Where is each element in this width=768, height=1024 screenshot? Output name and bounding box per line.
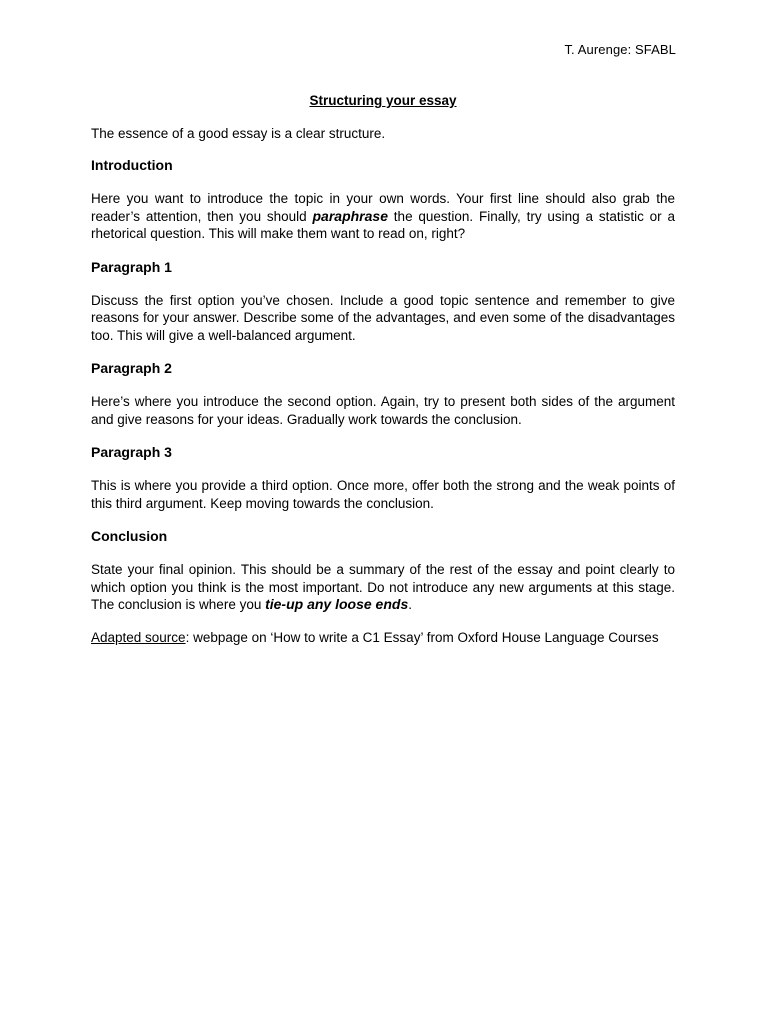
paragraph-1-text: Discuss the first option you’ve chosen. Include a good topic sentence and remember to give reasons for your answer. Describe some of the advantages, and even some of the disadvantages too. This will give a well-balanced argument. — [91, 292, 675, 343]
source-text: : webpage on ‘How to write a C1 Essay’ from Oxford House Language Courses — [185, 629, 659, 645]
conclusion-text-part1: State your final opinion. This should be a summary of the rest of the essay and point clearly to which option you think is the most important. Do not introduce any new arguments at this stage. The conclusion is where you — [91, 562, 675, 612]
heading-introduction: Introduction — [91, 157, 173, 173]
source-label: Adapted source — [91, 629, 186, 645]
document-title: Structuring your essay — [309, 93, 457, 108]
conclusion-emphasis: tie-up any loose ends — [265, 596, 409, 612]
paragraph-conclusion — [91, 561, 675, 614]
source-citation — [91, 630, 675, 645]
heading-paragraph-3: Paragraph 3 — [91, 444, 172, 460]
introduction-text-part1: Here you want to introduce the topic in your own words. Your first line should also grab the reader’s attention, then you should — [91, 191, 675, 224]
paragraph-3-text: This is where you provide a third option. Once more, offer both the strong and the weak points of this third argument. Keep moving towards the conclusion. — [91, 478, 675, 511]
introduction-emphasis: paraphrase — [312, 207, 388, 224]
heading-paragraph-1: Paragraph 1 — [91, 258, 172, 275]
document-body — [91, 93, 675, 645]
conclusion-text-part2: . — [408, 597, 412, 612]
introduction-text-part2: the question. Finally, try using a statistic or a rhetorical question. This will make them want to read on, right? — [91, 208, 675, 241]
paragraph-introduction — [91, 190, 675, 243]
author-header: T. Aurenge: SFABL — [564, 42, 676, 57]
heading-paragraph-2: Paragraph 2 — [91, 360, 172, 376]
heading-conclusion: Conclusion — [91, 528, 168, 544]
lead-sentence: The essence of a good essay is a clear structure. — [91, 126, 386, 141]
paragraph-2-text: Here’s where you introduce the second option. Again, try to present both sides of the argument and give reasons for your ideas. Gradually work towards the conclusion. — [91, 394, 675, 427]
